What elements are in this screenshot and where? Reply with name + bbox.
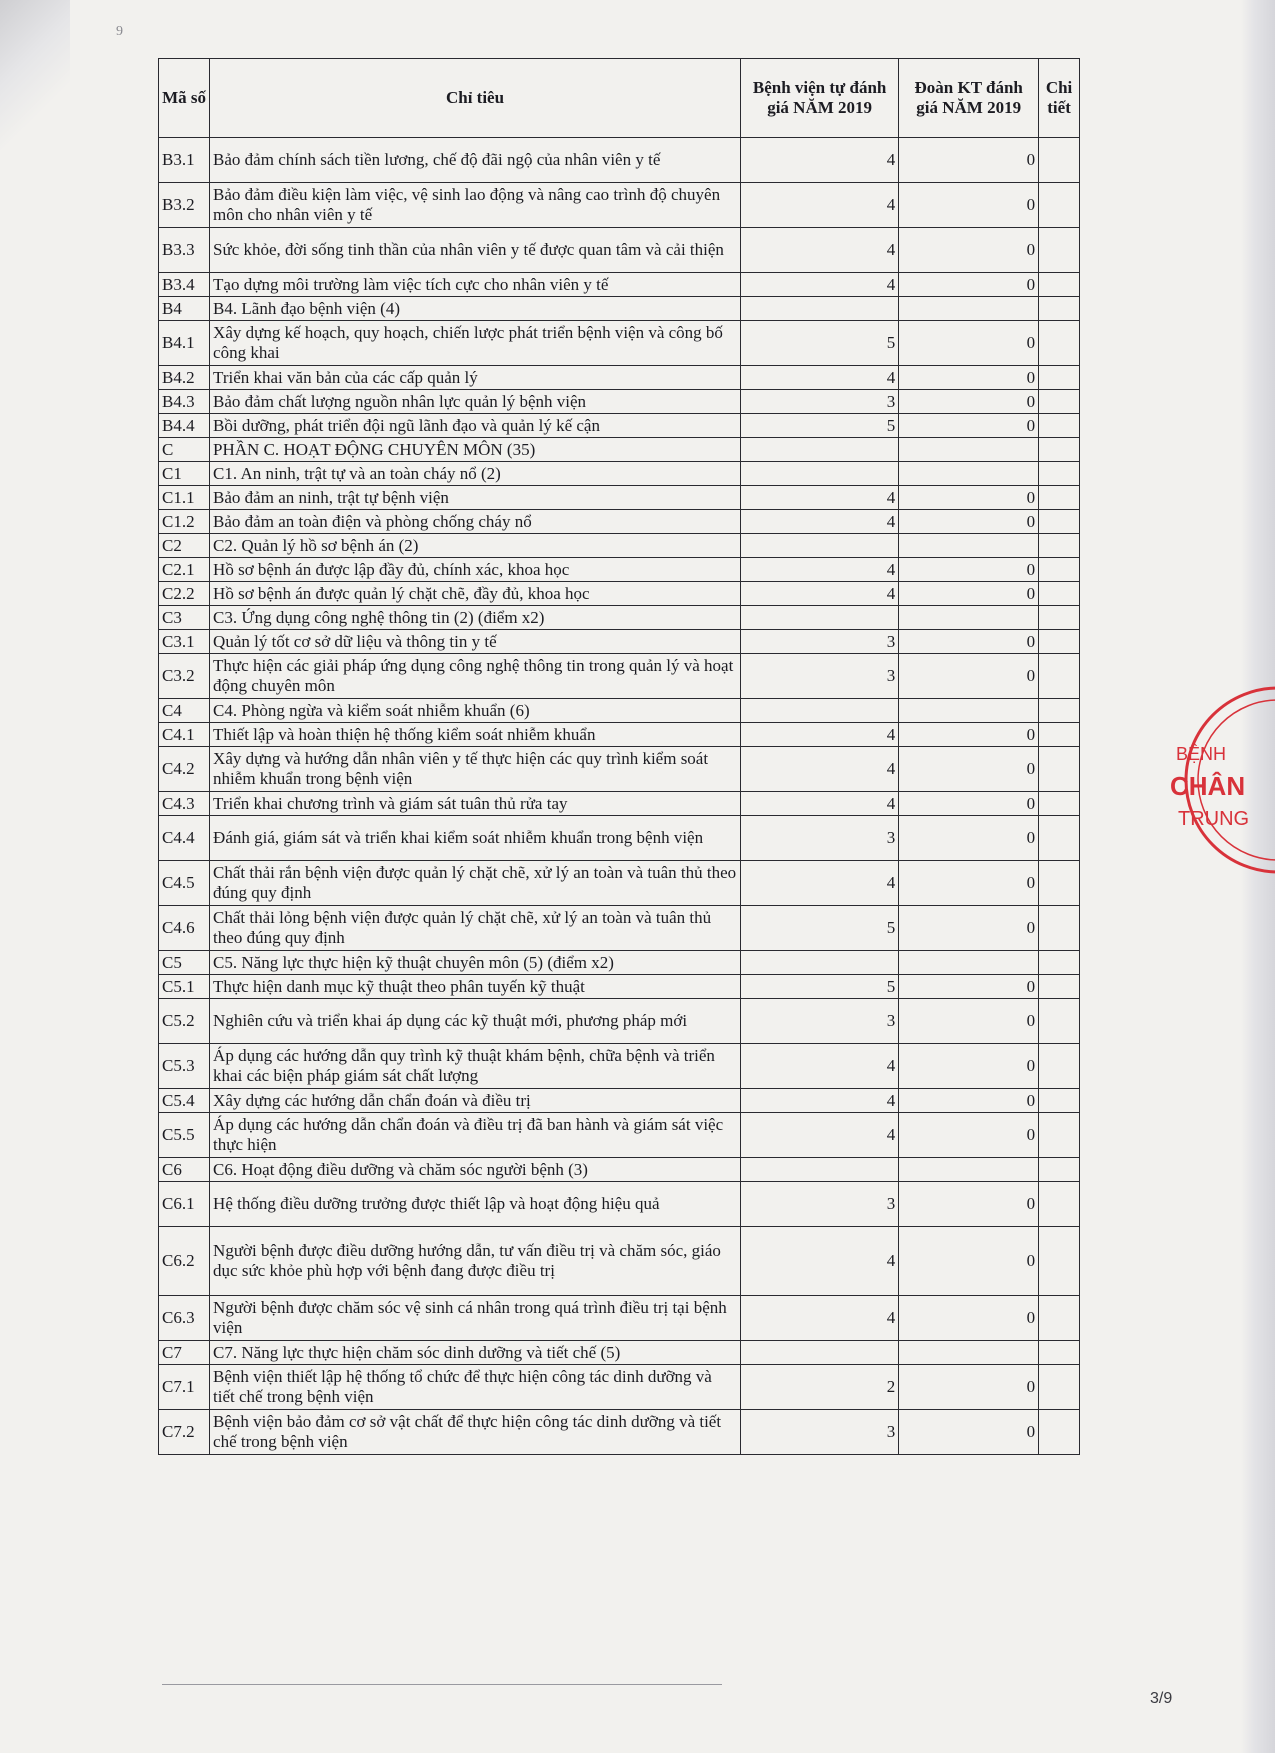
table-row <box>159 534 1080 558</box>
row-criterion: Thực hiện danh mục kỹ thuật theo phân tuyến kỹ thuật <box>210 975 741 999</box>
row-criterion: C4. Phòng ngừa và kiểm soát nhiễm khuẩn (6) <box>210 699 741 723</box>
table-row <box>159 486 1080 510</box>
row-detail <box>1039 321 1080 366</box>
row-detail <box>1039 414 1080 438</box>
row-team-score: 0 <box>899 582 1039 606</box>
row-criterion: Bảo đảm chính sách tiền lương, chế độ đãi ngộ của nhân viên y tế <box>210 138 741 183</box>
row-code: C5.5 <box>159 1113 210 1158</box>
row-hospital-score: 4 <box>741 1113 899 1158</box>
row-team-score: 0 <box>899 321 1039 366</box>
table-row <box>159 1158 1080 1182</box>
row-code: C6.2 <box>159 1227 210 1296</box>
row-hospital-score: 2 <box>741 1365 899 1410</box>
row-team-score: 0 <box>899 390 1039 414</box>
row-code: C5.1 <box>159 975 210 999</box>
row-detail <box>1039 630 1080 654</box>
row-detail <box>1039 228 1080 273</box>
row-code: B3.1 <box>159 138 210 183</box>
row-hospital-score: 4 <box>741 582 899 606</box>
row-team-score: 0 <box>899 816 1039 861</box>
row-detail <box>1039 816 1080 861</box>
row-team-score: 0 <box>899 228 1039 273</box>
table-row <box>159 1182 1080 1227</box>
row-hospital-score: 3 <box>741 654 899 699</box>
row-team-score <box>899 699 1039 723</box>
row-team-score <box>899 462 1039 486</box>
row-hospital-score <box>741 1341 899 1365</box>
row-criterion: C7. Năng lực thực hiện chăm sóc dinh dưỡng và tiết chế (5) <box>210 1341 741 1365</box>
table-row <box>159 366 1080 390</box>
row-team-score: 0 <box>899 861 1039 906</box>
row-hospital-score: 4 <box>741 1296 899 1341</box>
row-hospital-score <box>741 699 899 723</box>
row-hospital-score <box>741 606 899 630</box>
table-row <box>159 1227 1080 1296</box>
row-detail <box>1039 999 1080 1044</box>
row-criterion: Người bệnh được điều dưỡng hướng dẫn, tư vấn điều trị và chăm sóc, giáo dục sức khỏe phù hợp với bệnh đang được điều trị <box>210 1227 741 1296</box>
table-row <box>159 183 1080 228</box>
row-team-score <box>899 1158 1039 1182</box>
table-row <box>159 138 1080 183</box>
row-hospital-score: 3 <box>741 1182 899 1227</box>
folded-corner <box>0 0 70 150</box>
row-code: C3.1 <box>159 630 210 654</box>
evaluation-table <box>158 58 1080 1455</box>
row-criterion: Bảo đảm an toàn điện và phòng chống cháy nổ <box>210 510 741 534</box>
row-hospital-score: 4 <box>741 792 899 816</box>
row-hospital-score: 4 <box>741 558 899 582</box>
row-code: C5.3 <box>159 1044 210 1089</box>
row-code: C <box>159 438 210 462</box>
row-code: C4.1 <box>159 723 210 747</box>
table-row <box>159 321 1080 366</box>
row-code: C4 <box>159 699 210 723</box>
row-criterion: Sức khỏe, đời sống tinh thần của nhân viên y tế được quan tâm và cải thiện <box>210 228 741 273</box>
row-detail <box>1039 510 1080 534</box>
row-code: C2.2 <box>159 582 210 606</box>
row-detail <box>1039 606 1080 630</box>
row-team-score: 0 <box>899 510 1039 534</box>
table-row <box>159 861 1080 906</box>
table-row <box>159 606 1080 630</box>
row-criterion: Đánh giá, giám sát và triển khai kiểm soát nhiễm khuẩn trong bệnh viện <box>210 816 741 861</box>
row-code: C5.2 <box>159 999 210 1044</box>
row-code: C1.2 <box>159 510 210 534</box>
row-team-score: 0 <box>899 1227 1039 1296</box>
row-code: B3.3 <box>159 228 210 273</box>
table-row <box>159 999 1080 1044</box>
table-row <box>159 1044 1080 1089</box>
table-row <box>159 975 1080 999</box>
table-row <box>159 1341 1080 1365</box>
row-criterion: Chất thải rắn bệnh viện được quản lý chặt chẽ, xử lý an toàn và tuân thủ theo đúng quy định <box>210 861 741 906</box>
row-hospital-score <box>741 462 899 486</box>
row-hospital-score: 4 <box>741 1044 899 1089</box>
row-code: B4 <box>159 297 210 321</box>
stamp-text-3: TRUNG <box>1178 808 1250 830</box>
row-detail <box>1039 1182 1080 1227</box>
row-code: C4.2 <box>159 747 210 792</box>
row-team-score <box>899 606 1039 630</box>
row-detail <box>1039 438 1080 462</box>
row-hospital-score: 3 <box>741 1410 899 1455</box>
row-team-score: 0 <box>899 630 1039 654</box>
row-hospital-score <box>741 297 899 321</box>
row-code: C5.4 <box>159 1089 210 1113</box>
row-detail <box>1039 366 1080 390</box>
row-code: C4.4 <box>159 816 210 861</box>
table-row <box>159 1113 1080 1158</box>
row-detail <box>1039 462 1080 486</box>
row-criterion: C1. An ninh, trật tự và an toàn cháy nổ (2) <box>210 462 741 486</box>
row-detail <box>1039 1341 1080 1365</box>
row-code: C1 <box>159 462 210 486</box>
row-code: C4.6 <box>159 906 210 951</box>
row-criterion: Nghiên cứu và triển khai áp dụng các kỹ thuật mới, phương pháp mới <box>210 999 741 1044</box>
row-team-score <box>899 438 1039 462</box>
row-team-score: 0 <box>899 654 1039 699</box>
row-detail <box>1039 951 1080 975</box>
row-criterion: Triển khai văn bản của các cấp quản lý <box>210 366 741 390</box>
table-row <box>159 1089 1080 1113</box>
row-detail <box>1039 534 1080 558</box>
row-criterion: Bảo đảm an ninh, trật tự bệnh viện <box>210 486 741 510</box>
row-detail <box>1039 183 1080 228</box>
row-team-score: 0 <box>899 486 1039 510</box>
row-team-score: 0 <box>899 747 1039 792</box>
stamp-text-2: CHÂN <box>1170 771 1246 801</box>
row-hospital-score: 4 <box>741 273 899 297</box>
row-team-score <box>899 297 1039 321</box>
row-detail <box>1039 975 1080 999</box>
row-team-score: 0 <box>899 1410 1039 1455</box>
row-code: B4.3 <box>159 390 210 414</box>
header-code: Mã số <box>159 59 210 138</box>
row-team-score <box>899 1341 1039 1365</box>
row-hospital-score: 5 <box>741 906 899 951</box>
row-code: C5 <box>159 951 210 975</box>
table-row <box>159 1365 1080 1410</box>
row-detail <box>1039 699 1080 723</box>
table-row <box>159 906 1080 951</box>
row-detail <box>1039 1113 1080 1158</box>
row-code: C2.1 <box>159 558 210 582</box>
row-criterion: C5. Năng lực thực hiện kỹ thuật chuyên môn (5) (điểm x2) <box>210 951 741 975</box>
row-hospital-score: 4 <box>741 1089 899 1113</box>
row-code: B3.2 <box>159 183 210 228</box>
row-detail <box>1039 1158 1080 1182</box>
row-hospital-score <box>741 1158 899 1182</box>
row-team-score: 0 <box>899 792 1039 816</box>
table-row <box>159 792 1080 816</box>
row-detail <box>1039 1296 1080 1341</box>
row-detail <box>1039 861 1080 906</box>
row-team-score: 0 <box>899 906 1039 951</box>
stamp-graphic <box>1168 680 1275 880</box>
row-hospital-score: 5 <box>741 321 899 366</box>
header-detail: Chi tiết <box>1039 59 1080 138</box>
row-team-score: 0 <box>899 975 1039 999</box>
row-code: C4.5 <box>159 861 210 906</box>
table-row <box>159 1296 1080 1341</box>
table-row <box>159 510 1080 534</box>
row-criterion: Xây dựng các hướng dẫn chẩn đoán và điều trị <box>210 1089 741 1113</box>
row-hospital-score: 4 <box>741 228 899 273</box>
table-row <box>159 654 1080 699</box>
row-criterion: Thiết lập và hoàn thiện hệ thống kiểm soát nhiễm khuẩn <box>210 723 741 747</box>
row-code: C3.2 <box>159 654 210 699</box>
row-detail <box>1039 1089 1080 1113</box>
row-criterion: Quản lý tốt cơ sở dữ liệu và thông tin y tế <box>210 630 741 654</box>
row-criterion: Áp dụng các hướng dẫn chẩn đoán và điều trị đã ban hành và giám sát việc thực hiện <box>210 1113 741 1158</box>
table-row <box>159 1410 1080 1455</box>
row-detail <box>1039 723 1080 747</box>
table-row <box>159 630 1080 654</box>
row-hospital-score <box>741 438 899 462</box>
row-hospital-score: 4 <box>741 723 899 747</box>
table-row <box>159 699 1080 723</box>
row-detail <box>1039 1410 1080 1455</box>
row-team-score: 0 <box>899 138 1039 183</box>
row-hospital-score: 3 <box>741 816 899 861</box>
row-hospital-score: 4 <box>741 861 899 906</box>
row-detail <box>1039 582 1080 606</box>
table-row <box>159 582 1080 606</box>
row-team-score: 0 <box>899 366 1039 390</box>
row-criterion: Bảo đảm chất lượng nguồn nhân lực quản lý bệnh viện <box>210 390 741 414</box>
row-code: C6 <box>159 1158 210 1182</box>
row-code: C3 <box>159 606 210 630</box>
row-criterion: Xây dựng kế hoạch, quy hoạch, chiến lược phát triển bệnh viện và công bố công khai <box>210 321 741 366</box>
row-code: C4.3 <box>159 792 210 816</box>
row-detail <box>1039 390 1080 414</box>
table-row <box>159 747 1080 792</box>
row-code: B4.4 <box>159 414 210 438</box>
page-number: 3/9 <box>1150 1690 1173 1707</box>
table-row <box>159 414 1080 438</box>
row-code: B4.1 <box>159 321 210 366</box>
row-criterion: Bệnh viện thiết lập hệ thống tổ chức để thực hiện công tác dinh dưỡng và tiết chế trong bệnh viện <box>210 1365 741 1410</box>
row-criterion: Triển khai chương trình và giám sát tuân thủ rửa tay <box>210 792 741 816</box>
row-hospital-score: 4 <box>741 510 899 534</box>
table-row <box>159 297 1080 321</box>
row-team-score: 0 <box>899 273 1039 297</box>
row-code: C7.1 <box>159 1365 210 1410</box>
row-criterion: Hồ sơ bệnh án được lập đầy đủ, chính xác, khoa học <box>210 558 741 582</box>
row-detail <box>1039 1227 1080 1296</box>
row-criterion: C3. Ứng dụng công nghệ thông tin (2) (điểm x2) <box>210 606 741 630</box>
row-detail <box>1039 1044 1080 1089</box>
row-detail <box>1039 558 1080 582</box>
row-code: B3.4 <box>159 273 210 297</box>
row-code: C6.1 <box>159 1182 210 1227</box>
row-detail <box>1039 138 1080 183</box>
header-team-score: Đoàn KT đánh giá NĂM 2019 <box>899 59 1039 138</box>
row-team-score: 0 <box>899 1296 1039 1341</box>
row-team-score: 0 <box>899 723 1039 747</box>
row-criterion: Áp dụng các hướng dẫn quy trình kỹ thuật khám bệnh, chữa bệnh và triển khai các biện pháp giám sát chất lượng <box>210 1044 741 1089</box>
row-code: C7 <box>159 1341 210 1365</box>
row-code: C7.2 <box>159 1410 210 1455</box>
row-team-score: 0 <box>899 1365 1039 1410</box>
table-row <box>159 558 1080 582</box>
row-team-score: 0 <box>899 1182 1039 1227</box>
row-team-score: 0 <box>899 558 1039 582</box>
row-team-score <box>899 534 1039 558</box>
row-detail <box>1039 486 1080 510</box>
row-hospital-score: 3 <box>741 390 899 414</box>
row-criterion: Bảo đảm điều kiện làm việc, vệ sinh lao động và nâng cao trình độ chuyên môn cho nhân viên y tế <box>210 183 741 228</box>
header-hospital-score: Bệnh viện tự đánh giá NĂM 2019 <box>741 59 899 138</box>
table-row <box>159 723 1080 747</box>
header-name: Chỉ tiêu <box>210 59 741 138</box>
table-row <box>159 228 1080 273</box>
row-hospital-score <box>741 951 899 975</box>
row-criterion: Người bệnh được chăm sóc vệ sinh cá nhân trong quá trình điều trị tại bệnh viện <box>210 1296 741 1341</box>
row-criterion: C2. Quản lý hồ sơ bệnh án (2) <box>210 534 741 558</box>
table-row <box>159 951 1080 975</box>
row-hospital-score <box>741 534 899 558</box>
table-row <box>159 390 1080 414</box>
row-criterion: Xây dựng và hướng dẫn nhân viên y tế thực hiện các quy trình kiểm soát nhiễm khuẩn trong bệnh viện <box>210 747 741 792</box>
row-hospital-score: 4 <box>741 183 899 228</box>
row-team-score: 0 <box>899 414 1039 438</box>
row-hospital-score: 4 <box>741 747 899 792</box>
row-detail <box>1039 273 1080 297</box>
row-criterion: Bệnh viện bảo đảm cơ sở vật chất để thực hiện công tác dinh dưỡng và tiết chế trong bệnh viện <box>210 1410 741 1455</box>
row-hospital-score: 4 <box>741 366 899 390</box>
row-team-score: 0 <box>899 999 1039 1044</box>
row-detail <box>1039 747 1080 792</box>
bottom-rule <box>162 1684 722 1685</box>
row-criterion: B4. Lãnh đạo bệnh viện (4) <box>210 297 741 321</box>
row-criterion: C6. Hoạt động điều dưỡng và chăm sóc người bệnh (3) <box>210 1158 741 1182</box>
row-code: C2 <box>159 534 210 558</box>
row-criterion: Thực hiện các giải pháp ứng dụng công nghệ thông tin trong quản lý và hoạt động chuyên môn <box>210 654 741 699</box>
table-row <box>159 438 1080 462</box>
row-detail <box>1039 297 1080 321</box>
row-criterion: Bồi dưỡng, phát triển đội ngũ lãnh đạo và quản lý kế cận <box>210 414 741 438</box>
row-hospital-score: 3 <box>741 999 899 1044</box>
row-detail <box>1039 654 1080 699</box>
row-detail <box>1039 906 1080 951</box>
row-criterion: Hồ sơ bệnh án được quản lý chặt chẽ, đầy đủ, khoa học <box>210 582 741 606</box>
row-team-score <box>899 951 1039 975</box>
row-hospital-score: 4 <box>741 1227 899 1296</box>
row-code: C6.3 <box>159 1296 210 1341</box>
table-header-row <box>159 59 1080 138</box>
row-criterion: PHẦN C. HOẠT ĐỘNG CHUYÊN MÔN (35) <box>210 438 741 462</box>
row-code: C1.1 <box>159 486 210 510</box>
table-body <box>159 138 1080 1455</box>
table-row <box>159 273 1080 297</box>
row-criterion: Hệ thống điều dưỡng trưởng được thiết lập và hoạt động hiệu quả <box>210 1182 741 1227</box>
row-criterion: Chất thải lỏng bệnh viện được quản lý chặt chẽ, xử lý an toàn và tuân thủ theo đúng quy định <box>210 906 741 951</box>
red-stamp <box>1168 680 1275 880</box>
table-row <box>159 816 1080 861</box>
corner-page-mark: 9 <box>116 24 123 39</box>
row-hospital-score: 5 <box>741 975 899 999</box>
stamp-text-1: BỆNH <box>1176 744 1227 764</box>
row-team-score: 0 <box>899 1044 1039 1089</box>
row-hospital-score: 5 <box>741 414 899 438</box>
table-row <box>159 462 1080 486</box>
row-team-score: 0 <box>899 183 1039 228</box>
row-hospital-score: 3 <box>741 630 899 654</box>
row-detail <box>1039 792 1080 816</box>
row-detail <box>1039 1365 1080 1410</box>
row-hospital-score: 4 <box>741 486 899 510</box>
row-team-score: 0 <box>899 1113 1039 1158</box>
row-code: B4.2 <box>159 366 210 390</box>
row-team-score: 0 <box>899 1089 1039 1113</box>
row-criterion: Tạo dựng môi trường làm việc tích cực cho nhân viên y tế <box>210 273 741 297</box>
row-hospital-score: 4 <box>741 138 899 183</box>
